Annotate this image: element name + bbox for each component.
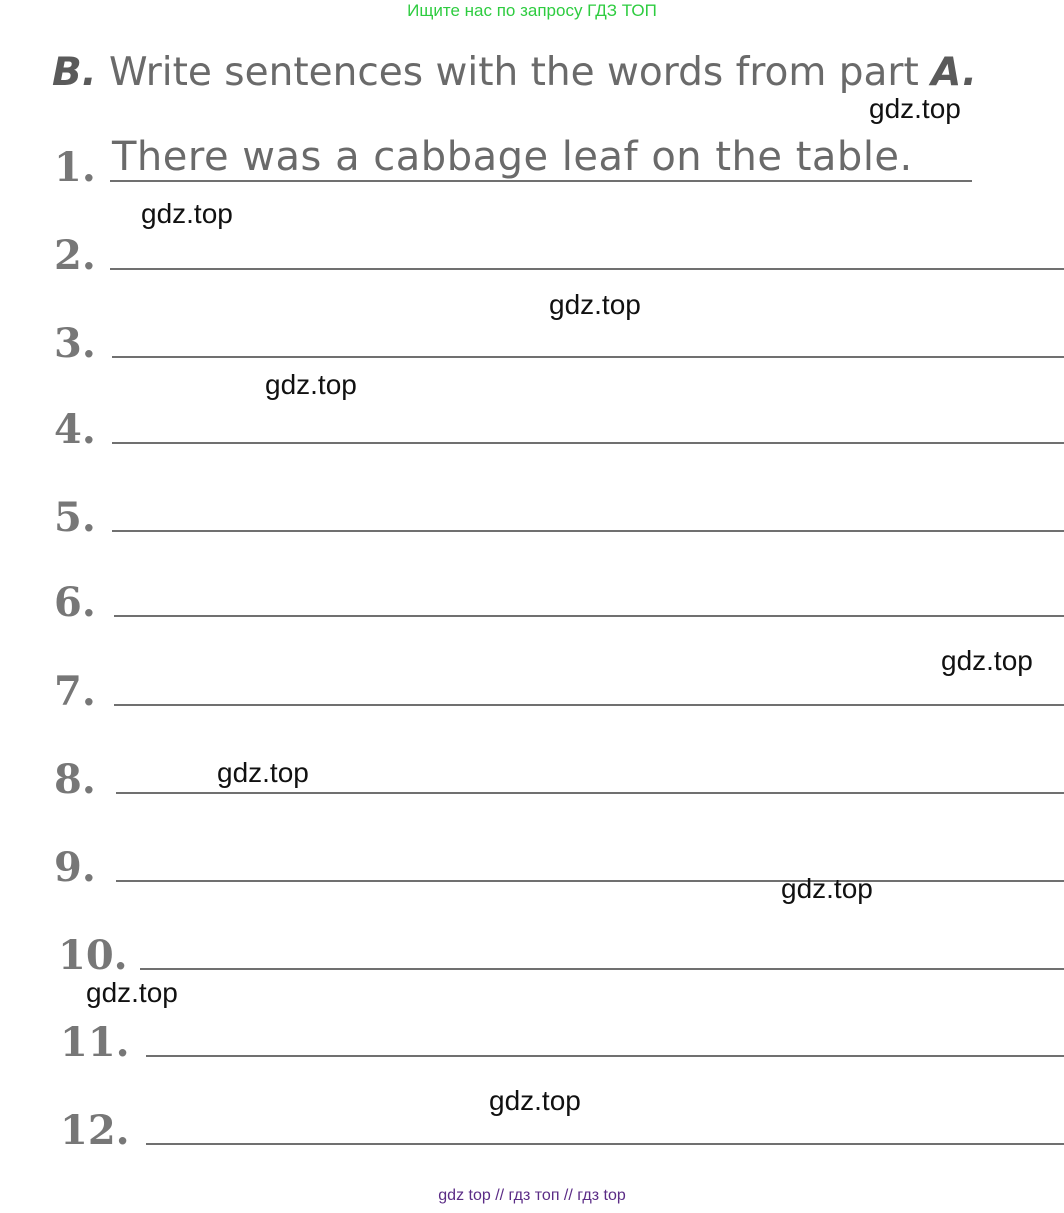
answer-rule [110, 180, 972, 182]
answer-line-4[interactable] [0, 390, 1064, 453]
top-banner: Ищите нас по запросу ГДЗ ТОП [407, 1, 657, 20]
answer-line-3[interactable] [0, 304, 1064, 367]
answer-line-8[interactable] [0, 740, 1064, 803]
line-number: 12. [60, 1107, 130, 1154]
watermark: gdz.top [86, 977, 178, 1008]
line-number: 2. [54, 232, 96, 279]
exercise-letter: B. [52, 50, 97, 95]
answer-rule[interactable] [116, 792, 1064, 794]
answer-line-11[interactable] [0, 1003, 1064, 1066]
answer-rule[interactable] [116, 880, 1064, 882]
answer-line-6[interactable] [0, 563, 1064, 626]
line-number: 8. [54, 756, 96, 803]
answer-rule[interactable] [112, 356, 1064, 358]
answer-rule[interactable] [110, 268, 1064, 270]
answer-rule[interactable] [140, 968, 1064, 970]
answer-line-1 [0, 128, 1064, 191]
watermark: gdz.top [489, 1085, 581, 1116]
answer-line-7[interactable] [0, 652, 1064, 715]
answer-rule[interactable] [146, 1055, 1064, 1057]
line-number: 10. [58, 932, 128, 979]
line-number: 3. [54, 320, 96, 367]
watermark: gdz.top [141, 198, 233, 229]
handwritten-answer: There was a cabbage leaf on the table. [112, 134, 913, 180]
line-number: 7. [54, 668, 96, 715]
line-number: 1. [54, 144, 96, 191]
answer-line-5[interactable] [0, 478, 1064, 541]
watermark: gdz.top [941, 645, 1033, 676]
line-number: 9. [54, 844, 96, 891]
watermark: gdz.top [781, 873, 873, 904]
watermark: gdz.top [217, 757, 309, 788]
answer-rule[interactable] [114, 704, 1064, 706]
line-number: 4. [54, 406, 96, 453]
footer-watermark: gdz top // гдз топ // гдз top [438, 1187, 626, 1204]
answer-rule[interactable] [112, 530, 1064, 532]
line-number: 6. [54, 579, 96, 626]
part-reference: A. [931, 50, 977, 95]
exercise-instruction: Write sentences with the words from part [96, 50, 932, 95]
line-number: 5. [54, 494, 96, 541]
answer-rule[interactable] [146, 1143, 1064, 1145]
answer-line-10[interactable] [0, 916, 1064, 979]
watermark: gdz.top [265, 369, 357, 400]
answer-rule[interactable] [112, 442, 1064, 444]
watermark: gdz.top [549, 289, 641, 320]
exercise-heading [52, 50, 977, 95]
line-number: 11. [60, 1019, 130, 1066]
watermark: gdz.top [869, 93, 961, 124]
answer-rule[interactable] [114, 615, 1064, 617]
